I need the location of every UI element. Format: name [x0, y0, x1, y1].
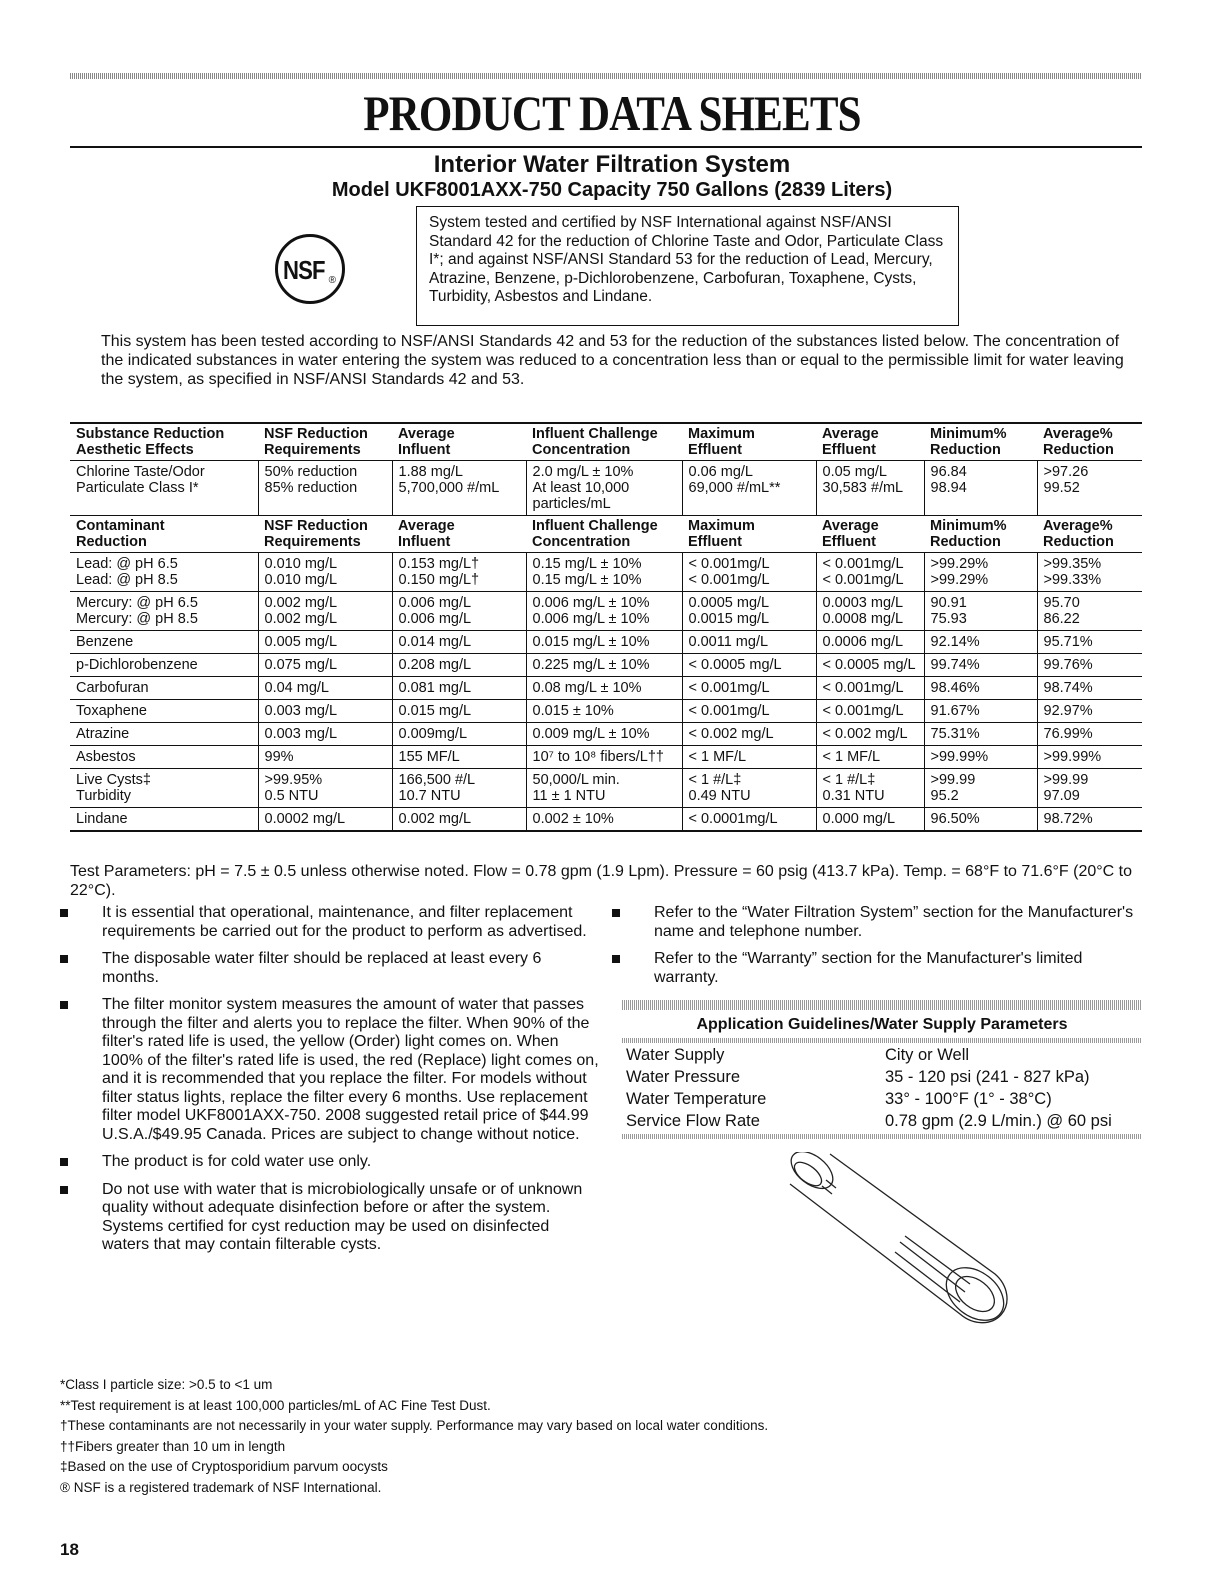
table-cell: >99.99% — [924, 746, 1037, 769]
table-cell: 10⁷ to 10⁸ fibers/L†† — [526, 746, 682, 769]
table-header-contaminant — [70, 516, 1142, 553]
table-cell: >97.26 99.52 — [1037, 461, 1142, 516]
table-cell: < 0.001mg/L — [682, 700, 816, 723]
table-cell: < 0.001mg/L — [816, 677, 924, 700]
table-cell: Average Influent — [398, 518, 455, 550]
table-row — [70, 808, 1142, 832]
table-cell: Asbestos — [76, 749, 136, 765]
table-cell: 91.67% — [924, 700, 1037, 723]
test-parameters: Test Parameters: pH = 7.5 ± 0.5 unless otherwise noted. Flow = 0.78 gpm (1.9 Lpm). Pressure = 60 psig (413.7 kPa). Temp. = 68°F to 71.6°F (20°C to 22°C). — [70, 863, 1132, 899]
table-cell: 0.075 mg/L — [258, 654, 392, 677]
table-cell: Average Influent — [398, 426, 455, 458]
footnote: **Test requirement is at least 100,000 particles/mL of AC Fine Test Dust. — [60, 1397, 491, 1413]
table-cell: Lindane — [76, 811, 128, 827]
table-cell: Benzene — [76, 634, 134, 650]
table-cell: 0.002 mg/L 0.002 mg/L — [258, 592, 392, 631]
table-cell: 155 MF/L — [392, 746, 526, 769]
bullets-left — [60, 904, 600, 1264]
table-row — [70, 461, 1142, 516]
list-item: The disposable water filter should be replaced at least every 6 months. — [60, 950, 600, 987]
footnotes — [60, 1375, 1060, 1498]
table-cell: 0.06 mg/L 69,000 #/mL** — [682, 461, 816, 516]
table-cell: 99.76% — [1037, 654, 1142, 677]
footnote: ‡Based on the use of Cryptosporidium parvum oocysts — [60, 1459, 388, 1474]
app-guidelines-row — [626, 1044, 1142, 1066]
table-cell: Average Effluent — [822, 518, 879, 550]
reduction-table — [70, 422, 1142, 832]
bullets-right — [612, 904, 1142, 996]
table-cell: Carbofuran — [76, 680, 149, 696]
table-cell: Chlorine Taste/Odor Particulate Class I* — [76, 464, 205, 496]
table-cell: 0.208 mg/L — [392, 654, 526, 677]
footnote: *Class I particle size: >0.5 to <1 um — [60, 1377, 273, 1392]
app-guidelines-hatch-bottom — [622, 1134, 1142, 1139]
table-cell: 75.31% — [924, 723, 1037, 746]
bullet-square-icon — [612, 909, 620, 917]
page-title: PRODUCT DATA SHEETS — [363, 85, 861, 141]
table-cell: 2.0 mg/L ± 10% At least 10,000 particles/mL — [526, 461, 682, 516]
table-cell: >99.99 95.2 — [924, 769, 1037, 808]
parameter-name: Water Supply — [626, 1046, 725, 1064]
table-cell: Minimum% Reduction — [930, 518, 1007, 550]
table-cell: 0.0011 mg/L — [682, 631, 816, 654]
table-cell: Maximum Effluent — [688, 426, 755, 458]
table-row — [70, 746, 1142, 769]
table-cell: 92.97% — [1037, 700, 1142, 723]
nsf-logo-reg: ® — [328, 275, 336, 286]
footnote: ††Fibers greater than 10 um in length — [60, 1438, 286, 1454]
app-guidelines-row — [626, 1088, 1142, 1110]
table-cell: 0.04 mg/L — [258, 677, 392, 700]
table-cell: 0.05 mg/L 30,583 #/mL — [816, 461, 924, 516]
table-row — [70, 592, 1142, 631]
table-cell: < 0.002 mg/L — [816, 723, 924, 746]
table-cell: 0.006 mg/L ± 10% 0.006 mg/L ± 10% — [526, 592, 682, 631]
table-cell: >99.95% 0.5 NTU — [258, 769, 392, 808]
table-cell: 98.74% — [1037, 677, 1142, 700]
table-cell: 166,500 #/L 10.7 NTU — [392, 769, 526, 808]
subtitle: Interior Water Filtration System — [433, 151, 791, 178]
table-cell: p-Dichlorobenzene — [76, 657, 198, 673]
nsf-logo-icon — [275, 234, 345, 304]
table-cell: < 0.001mg/L — [816, 700, 924, 723]
table-cell: 0.002 ± 10% — [526, 808, 682, 832]
table-cell: 0.015 ± 10% — [526, 700, 682, 723]
table-cell: 0.0002 mg/L — [258, 808, 392, 832]
list-item: Refer to the “Warranty” section for the Manufacturer's limited warranty. — [612, 950, 1142, 987]
table-cell: < 1 MF/L — [816, 746, 924, 769]
parameter-value: 35 - 120 psi (241 - 827 kPa) — [885, 1068, 1090, 1086]
table-cell: < 1 MF/L — [682, 746, 816, 769]
table-cell: Influent Challenge Concentration — [532, 518, 658, 550]
table-cell: Minimum% Reduction — [930, 426, 1007, 458]
list-item: The filter monitor system measures the amount of water that passes through the filter and alerts you to replace the filter. When 90% of the filter's rated life is used, the yellow (Order) light comes on. When 100% of the filter's rated life is used, the red (Replace) light comes on, and it is recommended that you replace the filter. For models without filter status lights, replace the filter every 6 months. Use replacement filter model UKF8001AXX-750. 2008 suggested retail price of $44.99 U.S.A./$49.95 Canada. Prices are subject to change without notice. — [60, 996, 600, 1144]
bullet-square-icon — [60, 1186, 68, 1194]
table-cell: Toxaphene — [76, 703, 147, 719]
table-cell: >99.99% — [1037, 746, 1142, 769]
table-cell: Lead: @ pH 6.5 Lead: @ pH 8.5 — [76, 556, 178, 588]
table-cell: < 0.0001mg/L — [682, 808, 816, 832]
table-cell: 0.15 mg/L ± 10% 0.15 mg/L ± 10% — [526, 553, 682, 592]
table-header-aesthetic — [70, 423, 1142, 461]
table-cell: >99.29% >99.29% — [924, 553, 1037, 592]
table-cell: Influent Challenge Concentration — [532, 426, 658, 458]
table-cell: 90.91 75.93 — [924, 592, 1037, 631]
table-cell: Contaminant Reduction — [76, 518, 165, 550]
title-rule — [70, 146, 1142, 148]
table-cell: 0.08 mg/L ± 10% — [526, 677, 682, 700]
intro-paragraph: This system has been tested according to NSF/ANSI Standards 42 and 53 for the reduction of the substances listed below. The concentration of the indicated substances in water entering the system was reduced to a concentration less than or equal to the permissible limit for water leaving the system, as specified in NSF/ANSI Standards 42 and 53. — [101, 333, 1124, 388]
table-cell: Mercury: @ pH 6.5 Mercury: @ pH 8.5 — [76, 595, 198, 627]
table-cell: < 0.002 mg/L — [682, 723, 816, 746]
table-cell: Maximum Effluent — [688, 518, 755, 550]
table-cell: Live Cysts‡ Turbidity — [76, 772, 151, 804]
table-row — [70, 723, 1142, 746]
table-cell: Average% Reduction — [1043, 518, 1114, 550]
table-cell: 0.225 mg/L ± 10% — [526, 654, 682, 677]
table-cell: 96.84 98.94 — [924, 461, 1037, 516]
list-item: The product is for cold water use only. — [60, 1153, 600, 1172]
app-guidelines-hatch-top — [622, 1000, 1142, 1010]
table-cell: NSF Reduction Requirements — [264, 426, 368, 458]
table-cell: < 1 #/L‡ 0.31 NTU — [816, 769, 924, 808]
table-cell: >99.35% >99.33% — [1037, 553, 1142, 592]
table-cell: < 1 #/L‡ 0.49 NTU — [682, 769, 816, 808]
table-cell: 0.0005 mg/L 0.0015 mg/L — [682, 592, 816, 631]
table-row — [70, 553, 1142, 592]
table-row — [70, 700, 1142, 723]
bullet-square-icon — [60, 955, 68, 963]
parameter-name: Water Pressure — [626, 1068, 741, 1086]
table-cell: < 0.0005 mg/L — [682, 654, 816, 677]
table-cell: < 0.001mg/L — [682, 677, 816, 700]
table-cell: 0.015 mg/L — [392, 700, 526, 723]
bullet-square-icon — [612, 955, 620, 963]
parameter-name: Water Temperature — [626, 1090, 767, 1108]
table-cell: 1.88 mg/L 5,700,000 #/mL — [392, 461, 526, 516]
list-item: Do not use with water that is microbiologically unsafe or of unknown quality without adequate disinfection before or after the system. Systems certified for cyst reduction may be used on disinfected waters that may contain filterable cysts. — [60, 1181, 600, 1255]
parameter-value: 0.78 gpm (2.9 L/min.) @ 60 psi — [885, 1112, 1112, 1130]
table-cell: 50,000/L min. 11 ± 1 NTU — [526, 769, 682, 808]
table-row — [70, 769, 1142, 808]
table-cell: >99.99 97.09 — [1037, 769, 1142, 808]
table-cell: NSF Reduction Requirements — [264, 518, 368, 550]
list-item: It is essential that operational, maintenance, and filter replacement requirements be carried out for the product to perform as advertised. — [60, 904, 600, 941]
table-cell: 0.0006 mg/L — [816, 631, 924, 654]
table-cell: < 0.001mg/L < 0.001mg/L — [682, 553, 816, 592]
table-cell: 0.010 mg/L 0.010 mg/L — [258, 553, 392, 592]
table-cell: 0.003 mg/L — [258, 700, 392, 723]
app-guidelines-title: Application Guidelines/Water Supply Parameters — [696, 1016, 1068, 1033]
app-guidelines-row — [626, 1110, 1142, 1132]
footnote: †These contaminants are not necessarily in your water supply. Performance may vary based on local water conditions. — [60, 1418, 769, 1433]
table-cell: 0.006 mg/L 0.006 mg/L — [392, 592, 526, 631]
table-cell: 99% — [258, 746, 392, 769]
bullet-square-icon — [60, 1001, 68, 1009]
table-cell: Average Effluent — [822, 426, 879, 458]
table-cell: 0.002 mg/L — [392, 808, 526, 832]
table-row — [70, 677, 1142, 700]
table-cell: Atrazine — [76, 726, 130, 742]
table-cell: 0.009 mg/L ± 10% — [526, 723, 682, 746]
table-cell: 95.71% — [1037, 631, 1142, 654]
table-cell: 0.0003 mg/L 0.0008 mg/L — [816, 592, 924, 631]
table-cell: 0.081 mg/L — [392, 677, 526, 700]
model-line: Model UKF8001AXX-750 Capacity 750 Gallons (2839 Liters) — [331, 179, 893, 201]
nsf-logo-letters: NSF — [283, 255, 325, 285]
water-filter-illustration-icon — [760, 1152, 1020, 1342]
table-cell: 0.015 mg/L ± 10% — [526, 631, 682, 654]
app-guidelines-row — [626, 1066, 1142, 1088]
table-cell: Substance Reduction Aesthetic Effects — [76, 426, 225, 458]
table-cell: 98.72% — [1037, 808, 1142, 832]
certification-box: System tested and certified by NSF International against NSF/ANSI Standard 42 for the reduction of Chlorine Taste and Odor, Particulate Class I*; and against NSF/ANSI Standard 53 for the reduction of Lead, Mercury, Atrazine, Benzene, p-Dichlorobenzene, Carbofuran, Toxaphene, Cysts, Turbidity, Asbestos and Lindane. — [416, 206, 959, 326]
table-cell: 95.70 86.22 — [1037, 592, 1142, 631]
parameter-value: 33° - 100°F (1° - 38°C) — [885, 1090, 1052, 1108]
footnote: ® NSF is a registered trademark of NSF International. — [60, 1479, 382, 1495]
table-cell: 0.005 mg/L — [258, 631, 392, 654]
table-cell: < 0.0005 mg/L — [816, 654, 924, 677]
parameter-name: Service Flow Rate — [626, 1112, 760, 1130]
page-number: 18 — [60, 1540, 79, 1559]
parameter-value: City or Well — [885, 1046, 970, 1064]
app-guidelines-table — [626, 1044, 1142, 1132]
table-cell: 0.000 mg/L — [816, 808, 924, 832]
table-cell: 0.014 mg/L — [392, 631, 526, 654]
app-guidelines-separator — [622, 1038, 1142, 1043]
table-cell: 99.74% — [924, 654, 1037, 677]
list-item: Refer to the “Water Filtration System” section for the Manufacturer's name and telephone number. — [612, 904, 1142, 941]
top-hatch-rule — [70, 73, 1142, 79]
table-cell: 0.003 mg/L — [258, 723, 392, 746]
table-cell: 96.50% — [924, 808, 1037, 832]
table-cell: 0.009mg/L — [392, 723, 526, 746]
table-row — [70, 654, 1142, 677]
table-cell: 50% reduction 85% reduction — [258, 461, 392, 516]
bullet-square-icon — [60, 1158, 68, 1166]
table-cell: Average% Reduction — [1043, 426, 1114, 458]
table-cell: 76.99% — [1037, 723, 1142, 746]
bullet-square-icon — [60, 909, 68, 917]
table-cell: < 0.001mg/L < 0.001mg/L — [816, 553, 924, 592]
table-cell: 98.46% — [924, 677, 1037, 700]
table-cell: 92.14% — [924, 631, 1037, 654]
table-row — [70, 631, 1142, 654]
table-cell: 0.153 mg/L† 0.150 mg/L† — [392, 553, 526, 592]
